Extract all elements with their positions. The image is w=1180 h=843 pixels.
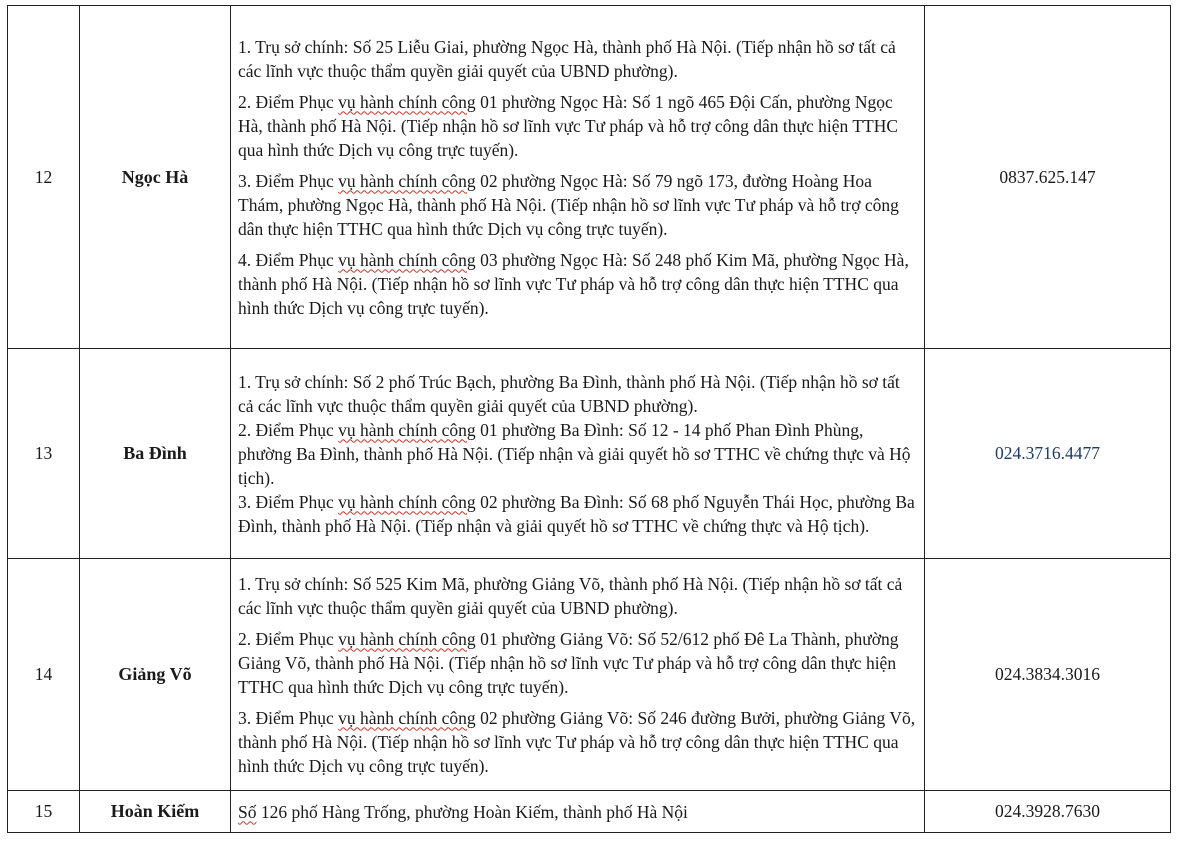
address-item: 3. Điểm Phục vụ hành chính công 02 phường Giảng Võ: Số 246 đường Bưởi, phường Giảng Võ, thành phố Hà Nội. (Tiếp nhận hồ sơ lĩnh vực Tư pháp và hỗ trợ công dân thực hiện TTHC qua hình thức Dịch vụ công trực tuyến). <box>238 707 916 776</box>
address-item: 1. Trụ sở chính: Số 525 Kim Mã, phường Giảng Võ, thành phố Hà Nội. (Tiếp nhận hồ sơ tất cả các lĩnh vực thuộc thẩm quyền giải quyết của UBND phường). <box>238 573 903 618</box>
address-item: 3. Điểm Phục vụ hành chính công 02 phường Ngọc Hà: Số 79 ngõ 173, đường Hoàng Hoa Thám, phường Ngọc Hà, thành phố Hà Nội. (Tiếp nhận hồ sơ lĩnh vực Tư pháp và hỗ trợ công dân thực hiện TTHC qua hình thức Dịch vụ công trực tuyến). <box>238 170 899 239</box>
phone-number: 0837.625.147 <box>925 6 1171 349</box>
address-cell <box>231 791 925 833</box>
address-item: 1. Trụ sở chính: Số 2 phố Trúc Bạch, phường Ba Đình, thành phố Hà Nội. (Tiếp nhận hồ sơ tất cả các lĩnh vực thuộc thẩm quyền giải quyết của UBND phường). <box>238 371 900 416</box>
row-number: 15 <box>8 791 80 833</box>
address-item: 2. Điểm Phục vụ hành chính công 01 phường Ba Đình: Số 12 - 14 phố Phan Đình Phùng, phường Ba Đình, thành phố Hà Nội. (Tiếp nhận và giải quyết hồ sơ TTHC về chứng thực và Hộ tịch). <box>238 419 911 488</box>
row-number: 13 <box>8 349 80 559</box>
address-item: Số 126 phố Hàng Trống, phường Hoàn Kiếm, thành phố Hà Nội <box>238 801 688 822</box>
address-cell <box>231 559 925 791</box>
address-cell <box>231 6 925 349</box>
table-row <box>8 791 1171 833</box>
table-row <box>8 6 1171 349</box>
address-item: 2. Điểm Phục vụ hành chính công 01 phường Giảng Võ: Số 52/612 phố Đê La Thành, phường Giảng Võ, thành phố Hà Nội. (Tiếp nhận hồ sơ lĩnh vực Tư pháp và hỗ trợ công dân thực hiện TTHC qua hình thức Dịch vụ công trực tuyến). <box>238 628 899 697</box>
table-row <box>8 559 1171 791</box>
address-item: 4. Điểm Phục vụ hành chính công 03 phường Ngọc Hà: Số 248 phố Kim Mã, phường Ngọc Hà, thành phố Hà Nội. (Tiếp nhận hồ sơ lĩnh vực Tư pháp và hỗ trợ công dân thực hiện TTHC qua hình thức Dịch vụ công trực tuyến). <box>238 249 909 318</box>
phone-number: 024.3834.3016 <box>925 559 1171 791</box>
address-item: 3. Điểm Phục vụ hành chính công 02 phường Ba Đình: Số 68 phố Nguyễn Thái Học, phường Ba Đình, thành phố Hà Nội. (Tiếp nhận và giải quyết hồ sơ TTHC về chứng thực và Hộ tịch). <box>238 491 915 536</box>
address-cell <box>231 349 925 559</box>
ward-name: Ngọc Hà <box>80 6 231 349</box>
address-item: 1. Trụ sở chính: Số 25 Liễu Giai, phường Ngọc Hà, thành phố Hà Nội. (Tiếp nhận hồ sơ tất cả các lĩnh vực thuộc thẩm quyền giải quyết của UBND phường). <box>238 36 896 81</box>
ward-name: Giảng Võ <box>80 559 231 791</box>
phone-number: 024.3716.4477 <box>925 349 1171 559</box>
row-number: 14 <box>8 559 80 791</box>
row-number: 12 <box>8 6 80 349</box>
table-row <box>8 349 1171 559</box>
ward-name: Hoàn Kiếm <box>80 791 231 833</box>
ward-name: Ba Đình <box>80 349 231 559</box>
phone-number: 024.3928.7630 <box>925 791 1171 833</box>
office-table <box>7 5 1171 833</box>
address-item: 2. Điểm Phục vụ hành chính công 01 phường Ngọc Hà: Số 1 ngõ 465 Đội Cấn, phường Ngọc Hà, thành phố Hà Nội. (Tiếp nhận hồ sơ lĩnh vực Tư pháp và hỗ trợ công dân thực hiện TTHC qua hình thức Dịch vụ công trực tuyến). <box>238 91 899 160</box>
